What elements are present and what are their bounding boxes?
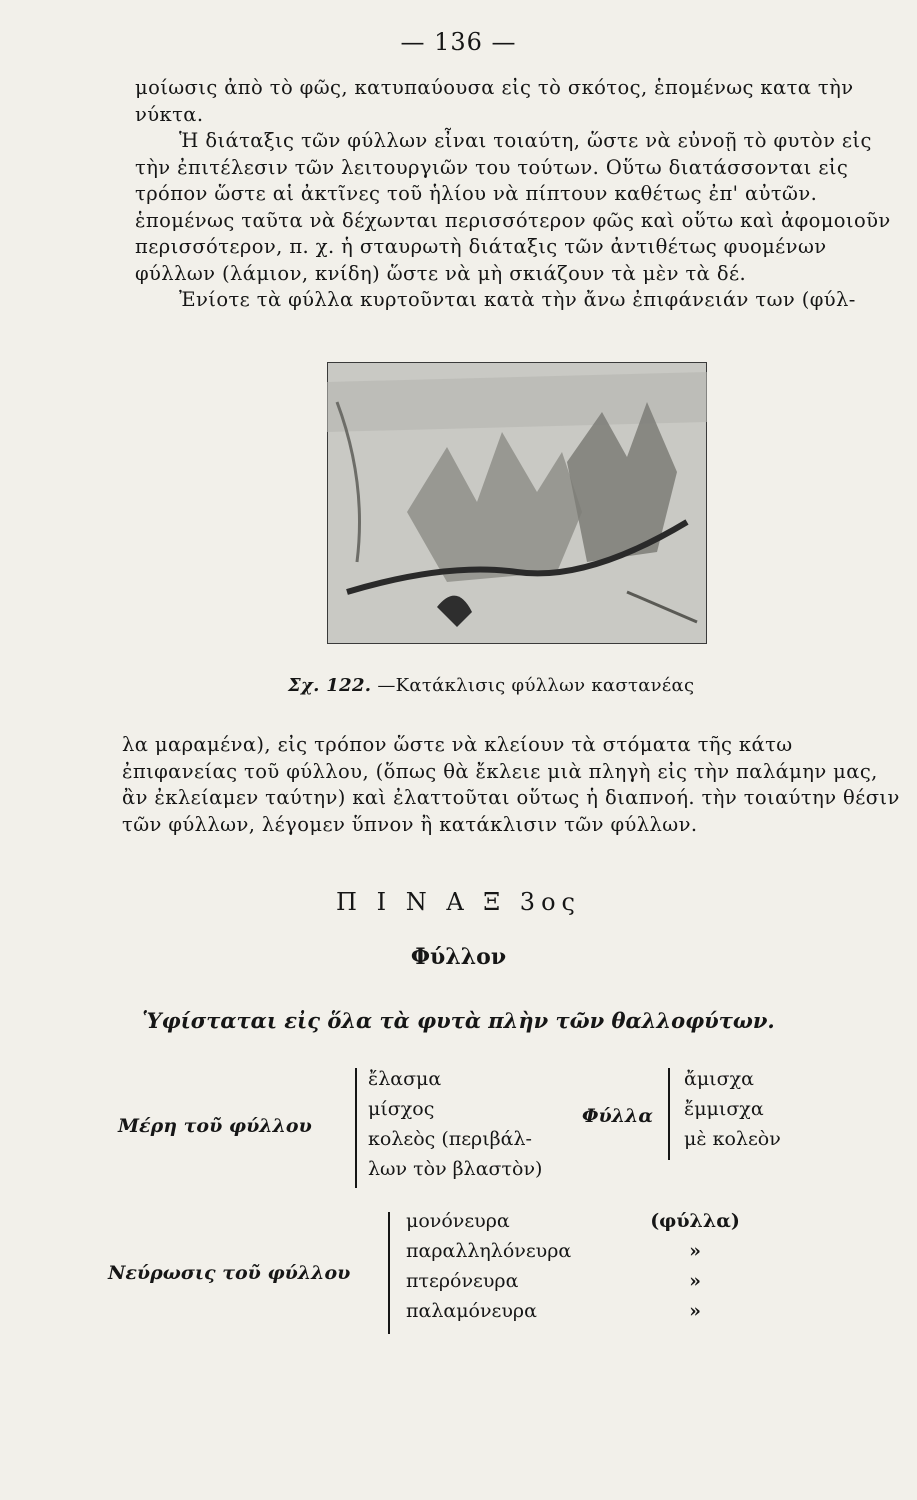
paragraph-4: λα μαραμένα), εἰς τρόπον ὥστε νὰ κλείουν τὰ στόματα τῆς κάτω ἐπιφανείας τοῦ φύλλου, (ὅπως θὰ ἔκλειε μιὰ πληγὴ εἰς τὴν παλάμην μας, ἂν ἐκλείαμεν ταύτην) καὶ ἐλαττοῦται οὕτως ἡ διαπνοή. τὴν τοιαύτην θέσιν τῶν φύλλων, λέγομεν ὕπνον ἢ κατάκλισιν τῶν φύλλων. bbox=[122, 733, 900, 836]
venation-suffix: (φύλλα) bbox=[650, 1210, 740, 1232]
leaf-figure-image bbox=[327, 362, 707, 644]
parts-item: κολεὸς (περιβάλ- bbox=[368, 1128, 532, 1150]
paragraph-1: μοίωσις ἀπὸ τὸ φῶς, κατυπαύουσα εἰς τὸ σκότος, ἑπομένως κατα τὴν νύκτα. bbox=[135, 76, 854, 126]
leaves-brace bbox=[668, 1068, 670, 1160]
figure-caption-label: Σχ. 122. bbox=[288, 675, 372, 696]
leaves-label: Φύλλα bbox=[582, 1105, 653, 1127]
venation-item: παραλληλόνευρα bbox=[406, 1240, 572, 1262]
parts-list bbox=[368, 1064, 542, 1184]
venation-suffix: » bbox=[689, 1270, 701, 1292]
parts-item: μίσχος bbox=[368, 1098, 435, 1120]
venation-suffix-list bbox=[650, 1206, 740, 1326]
table-intro: Ὑφίσταται εἰς ὅλα τὰ φυτὰ πλὴν τῶν θαλλοφύτων. bbox=[142, 1008, 775, 1033]
figure-caption-text: —Κατάκλισις φύλλων καστανέας bbox=[377, 675, 695, 696]
venation-list bbox=[406, 1206, 571, 1326]
venation-label: Νεύρωσις τοῦ φύλλου bbox=[108, 1262, 351, 1284]
body-text-bottom bbox=[122, 732, 910, 838]
leaf-drawing bbox=[327, 362, 707, 644]
leaves-item: ἔμμισχα bbox=[684, 1098, 764, 1120]
paragraph-3: Ἐνίοτε τὰ φύλλα κυρτοῦνται κατὰ τὴν ἄνω ἐπιφάνειάν των (φύλ- bbox=[179, 288, 856, 311]
venation-item: μονόνευρα bbox=[406, 1210, 510, 1232]
table-subtitle: Φύλλον bbox=[410, 944, 507, 970]
parts-item: ἔλασμα bbox=[368, 1068, 442, 1090]
parts-brace bbox=[355, 1068, 357, 1188]
parts-item: λων τὸν βλαστὸν) bbox=[368, 1158, 543, 1180]
paragraph-2: Ἡ διάταξις τῶν φύλλων εἶναι τοιαύτη, ὥστε νὰ εὐνοῇ τὸ φυτὸν εἰς τὴν ἐπιτέλεσιν τῶν λειτουργιῶν του τούτων. Οὕτω διατάσσονται εἰς τρόπον ὥστε αἱ ἀκτῖνες τοῦ ἡλίου νὰ πίπτουν καθέτως ἐπ' αὐτῶν. ἑπομένως ταῦτα νὰ δέχωνται περισσότερον φῶς καὶ οὕτω καὶ ἀφομοιοῦν περισσότερον, π. χ. ἡ σταυρωτὴ διάταξις τῶν ἀντιθέτως φυομένων φύλλων (λάμιον, κνίδη) ὥστε νὰ μὴ σκιάζουν τὰ μὲν τὰ δέ. bbox=[135, 129, 891, 285]
venation-item: πτερόνευρα bbox=[406, 1270, 519, 1292]
venation-suffix: » bbox=[689, 1300, 701, 1322]
body-text-top bbox=[135, 75, 905, 314]
venation-brace bbox=[388, 1212, 390, 1334]
venation-suffix: » bbox=[689, 1240, 701, 1262]
table-title: Π Ι Ν Α Ξ 3ος bbox=[336, 888, 581, 916]
leaves-list bbox=[684, 1064, 781, 1154]
page-number: — 136 — bbox=[400, 28, 517, 56]
figure-caption bbox=[288, 675, 694, 696]
parts-label: Μέρη τοῦ φύλλου bbox=[118, 1115, 312, 1137]
leaves-item: μὲ κολεὸν bbox=[684, 1128, 781, 1150]
leaves-item: ἄμισχα bbox=[684, 1068, 754, 1090]
venation-item: παλαμόνευρα bbox=[406, 1300, 537, 1322]
